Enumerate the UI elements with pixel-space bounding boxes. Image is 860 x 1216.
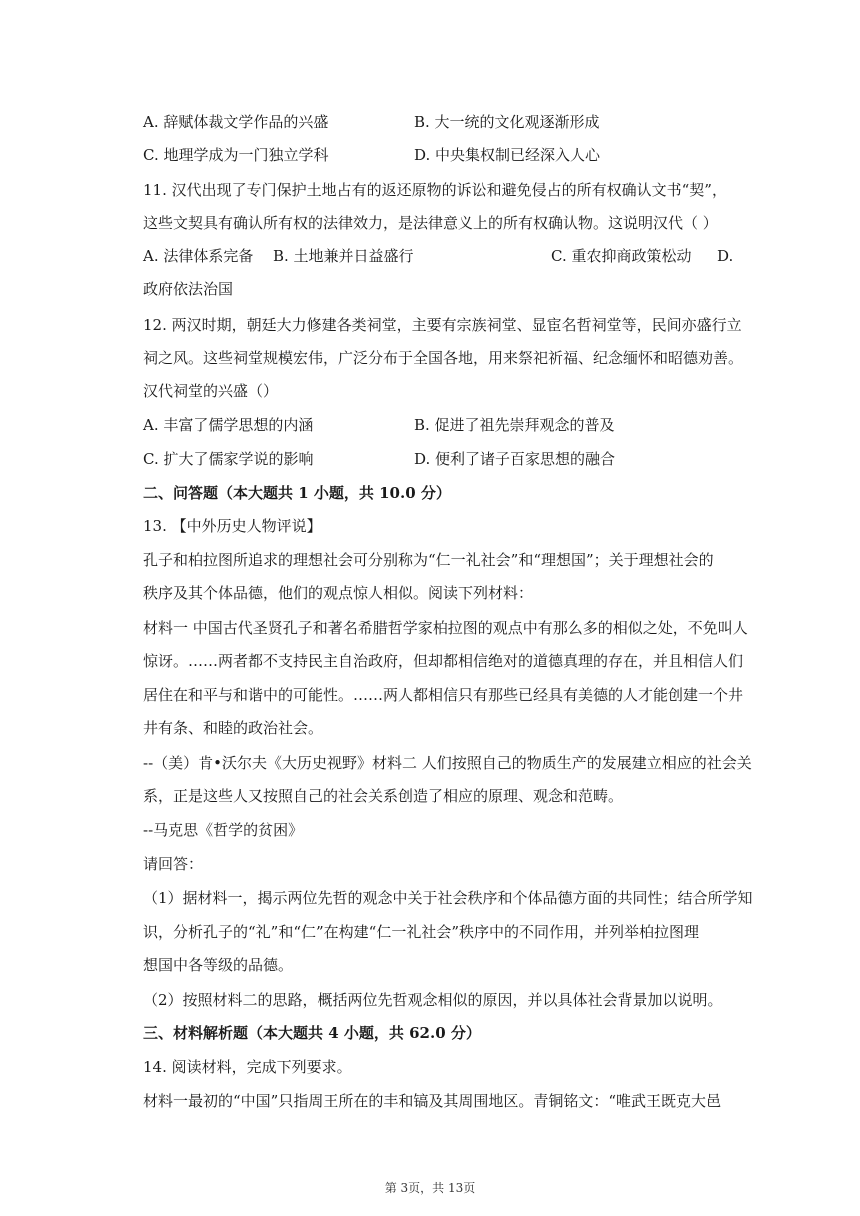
q11-option-d-label: D.: [717, 247, 734, 265]
q12-option-d: D. 便利了诸子百家思想的融合: [414, 450, 616, 468]
q10-option-b: B. 大一统的文化观逐渐形成: [414, 113, 600, 131]
q11-option-d-text: 政府依法治国: [143, 280, 234, 298]
q11-stem-line-1: 11. 汉代出现了专门保护土地占有的返还原物的诉讼和避免侵占的所有权确认文书“契”，: [143, 181, 727, 199]
q13-paragraph: 秩序及其个体品德，他们的观点惊人相似。阅读下列材料：: [143, 584, 534, 602]
q13-material-2: 系，正是这些人又按照自己的社会关系创造了相应的原理、观念和范畴。: [143, 787, 624, 805]
q13-material-1: 材料一 中国古代圣贤孔子和著名希腊哲学家柏拉图的观点中有那么多的相似之处，不免叫人: [143, 619, 748, 637]
q11-option-c: C. 重农抑商政策松动: [551, 247, 692, 265]
q13-question-1: 识，分析孔子的“礼”和“仁”在构建“仁一礼社会”秩序中的不同作用，并列举柏拉图理: [143, 923, 700, 941]
q14-title: 14. 阅读材料，完成下列要求。: [143, 1058, 352, 1076]
q10-option-d: D. 中央集权制已经深入人心: [414, 146, 601, 164]
q12-option-a: A. 丰富了儒学思想的内涵: [143, 416, 314, 434]
q13-question-1: 想国中各等级的品德。: [143, 956, 294, 974]
q12-stem-line-1: 12. 两汉时期，朝廷大力修建各类祠堂，主要有宗族祠堂、显宦名哲祠堂等，民间亦盛行立: [143, 316, 742, 334]
q13-material-2: --（美）肯•沃尔夫《大历史视野》材料二 人们按照自己的物质生产的发展建立相应的社会关: [143, 754, 752, 772]
q12-stem-line-2: 祠之风。这些祠堂规模宏伟，广泛分布于全国各地，用来祭祀祈福、纪念缅怀和昭德劝善。: [143, 349, 744, 367]
q12-option-c: C. 扩大了儒家学说的影响: [143, 450, 314, 468]
q13-material-1: 井有条、和睦的政治社会。: [143, 719, 324, 737]
q10-option-c: C. 地理学成为一门独立学科: [143, 146, 329, 164]
q12-stem-line-3: 汉代祠堂的兴盛（）: [143, 382, 279, 400]
q12-option-b: B. 促进了祖先崇拜观念的普及: [414, 416, 615, 434]
q13-prompt: 请回答：: [143, 855, 204, 873]
q14-material-1: 材料一最初的“中国”只指周王所在的丰和镐及其周围地区。青铜铭文：“唯武王既克大邑: [143, 1092, 722, 1110]
q13-material-1: 居住在和平与和谐中的可能性。……两人都相信只有那些已经具有美德的人才能创建一个井: [143, 686, 744, 704]
q13-title: 13. 【中外历史人物评说】: [143, 517, 322, 535]
q10-option-a: A. 辞赋体裁文学作品的兴盛: [143, 113, 329, 131]
q13-question-1: （1）据材料一，揭示两位先哲的观念中关于社会秩序和个体品德方面的共同性；结合所学知: [143, 889, 753, 907]
section-3-heading: 三、材料解析题（本大题共 4 小题，共 62.0 分）: [143, 1024, 481, 1042]
q11-stem-line-2: 这些文契具有确认所有权的法律效力，是法律意义上的所有权确认物。这说明汉代（ ）: [143, 214, 718, 232]
q11-option-b: B. 土地兼并日益盛行: [273, 247, 414, 265]
q13-question-2: （2）按照材料二的思路，概括两位先哲观念相似的原因，并以具体社会背景加以说明。: [143, 991, 723, 1009]
section-2-heading: 二、问答题（本大题共 1 小题，共 10.0 分）: [143, 484, 451, 502]
q13-paragraph: 孔子和柏拉图所追求的理想社会可分别称为“仁一礼社会”和“理想国”；关于理想社会的: [143, 551, 714, 569]
q11-option-a: A. 法律体系完备: [143, 247, 254, 265]
q13-source: --马克思《哲学的贫困》: [143, 821, 304, 839]
q13-material-1: 惊讶。……两者都不支持民主自治政府，但却都相信绝对的道德真理的存在，并且相信人们: [143, 652, 744, 670]
page-footer: 第 3页，共 13页: [384, 1181, 476, 1195]
